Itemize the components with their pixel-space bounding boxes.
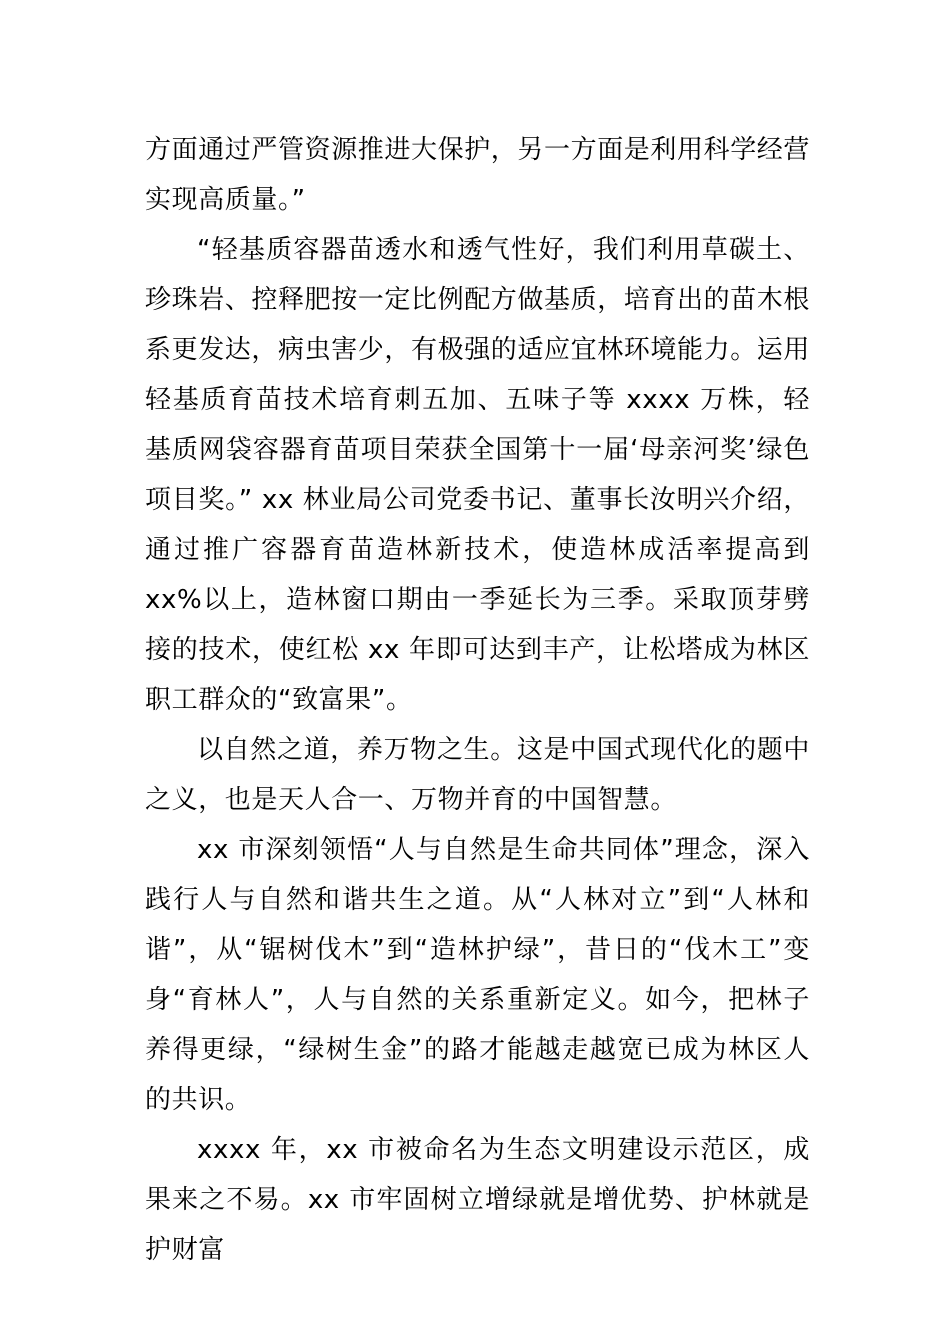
paragraph-5: xxxx 年，xx 市被命名为生态文明建设示范区，成果来之不易。xx 市牢固树立增绿就是增优势、护林就是护财富 [145,1135,810,1265]
paragraph-4: xx 市深刻领悟“人与自然是生命共同体”理念，深入践行人与自然和谐共生之道。从“人林对立”到“人林和谐”，从“锯树伐木”到“造林护绿”，昔日的“伐木工”变身“育林人”，人与自然的关系重新定义。如今，把林子养得更绿，“绿树生金”的路才能越走越宽已成为林区人的共识。 [145,835,810,1115]
paragraph-3: 以自然之道，养万物之生。这是中国式现代化的题中之义，也是天人合一、万物并育的中国智慧。 [145,735,810,815]
paragraph-2: “轻基质容器苗透水和透气性好，我们利用草碳土、珍珠岩、控释肥按一定比例配方做基质，培育出的苗木根系更发达，病虫害少，有极强的适应宜林环境能力。运用轻基质育苗技术培育刺五加、五味子等 xxxx 万株，轻基质网袋容器育苗项目荣获全国第十一届‘母亲河奖’绿色项目奖。” xx 林业局公司党委书记、董事长汝明兴介绍，通过推广容器育苗造林新技术，使造林成活率提高到 xx%以上，造林窗口期由一季延长为三季。采取顶芽劈接的技术，使红松 xx 年即可达到丰产，让松塔成为林区职工群众的“致富果”。 [145,235,811,715]
paragraph-1: 方面通过严管资源推进大保护，另一方面是利用科学经营实现高质量。” [145,135,811,215]
document-body [145,125,810,1275]
